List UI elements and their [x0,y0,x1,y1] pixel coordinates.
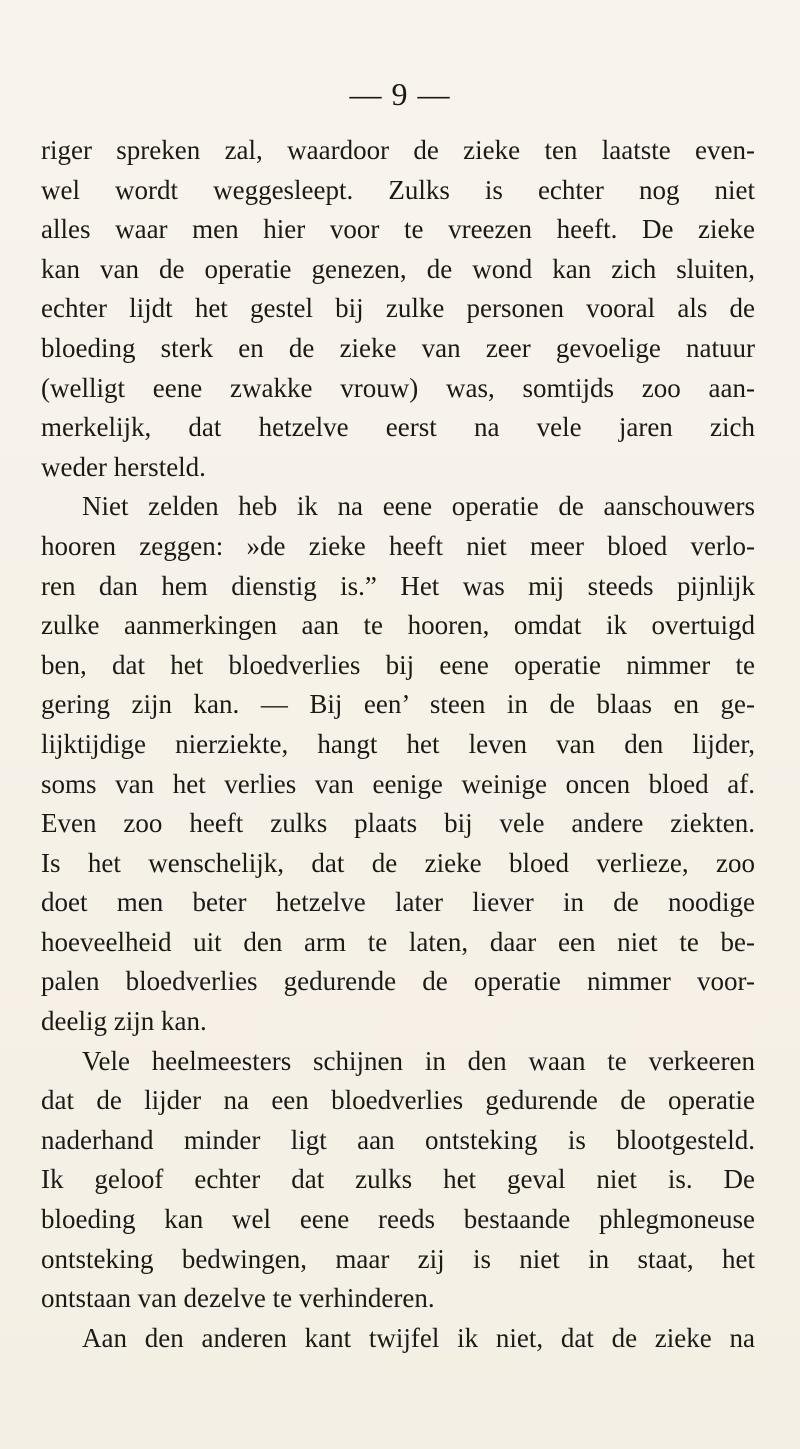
text-line: lijktijdige nierziekte, hangt het leven van den lijder, [41,728,755,759]
text-line: hoeveelheid uit den arm te laten, daar een niet te be- [41,926,755,957]
text-line: soms van het verlies van eenige weinige oncen bloed af. [41,768,755,799]
text-line: Is het wenschelijk, dat de zieke bloed verlieze, zoo [41,847,755,878]
text-line: Even zoo heeft zulks plaats bij vele andere ziekten. [41,808,755,839]
text-line: weder hersteld. [41,451,206,482]
text-line: Niet zelden heb ik na eene operatie de aanschouwers [82,491,755,522]
text-line: merkelijk, dat hetzelve eerst na vele jaren zich [41,412,755,443]
text-line: Ik geloof echter dat zulks het geval niet is. De [41,1164,755,1195]
text-line: ben, dat het bloedverlies bij eene operatie nimmer te [41,649,755,680]
text-line: ren dan hem dienstig is.” Het was mij steeds pijnlijk [41,570,755,601]
text-line: riger spreken zal, waardoor de zieke ten laatste even- [41,135,755,165]
text-line: kan van de operatie genezen, de wond kan zich sluiten, [41,253,755,284]
text-line: wel wordt weggesleept. Zulks is echter nog niet [41,174,755,205]
text-line: bloeding kan wel eene reeds bestaande phlegmoneuse [41,1204,755,1235]
body-text [41,131,755,1358]
text-line: Vele heelmeesters schijnen in den waan te verkeeren [82,1045,755,1076]
text-line: bloeding sterk en de zieke van zeer gevoelige natuur [41,332,755,363]
text-line: ontstaan van dezelve te verhinderen. [41,1283,435,1314]
text-line: echter lijdt het gestel bij zulke personen vooral als de [41,293,755,324]
text-line: hooren zeggen: »de zieke heeft niet meer bloed verlo- [41,530,755,561]
text-line: Aan den anderen kant twijfel ik niet, dat de zieke na [82,1322,755,1353]
text-line: gering zijn kan. — Bij een’ steen in de blaas en ge- [41,689,755,720]
text-line: zulke aanmerkingen aan te hooren, omdat ik overtuigd [41,610,755,641]
text-line: palen bloedverlies gedurende de operatie nimmer voor- [41,966,755,997]
text-line: (welligt eene zwakke vrouw) was, somtijds zoo aan- [41,372,755,403]
text-line: naderhand minder ligt aan ontsteking is blootgesteld. [41,1124,755,1155]
text-line: deelig zijn kan. [41,1006,207,1037]
text-line: ontsteking bedwingen, maar zij is niet in staat, het [41,1243,755,1274]
text-line: dat de lijder na een bloedverlies gedurende de operatie [41,1085,755,1116]
page-number: — 9 — [349,76,451,112]
text-line: alles waar men hier voor te vreezen heeft. De zieke [41,214,755,245]
text-line: doet men beter hetzelve later liever in de noodige [41,887,755,918]
